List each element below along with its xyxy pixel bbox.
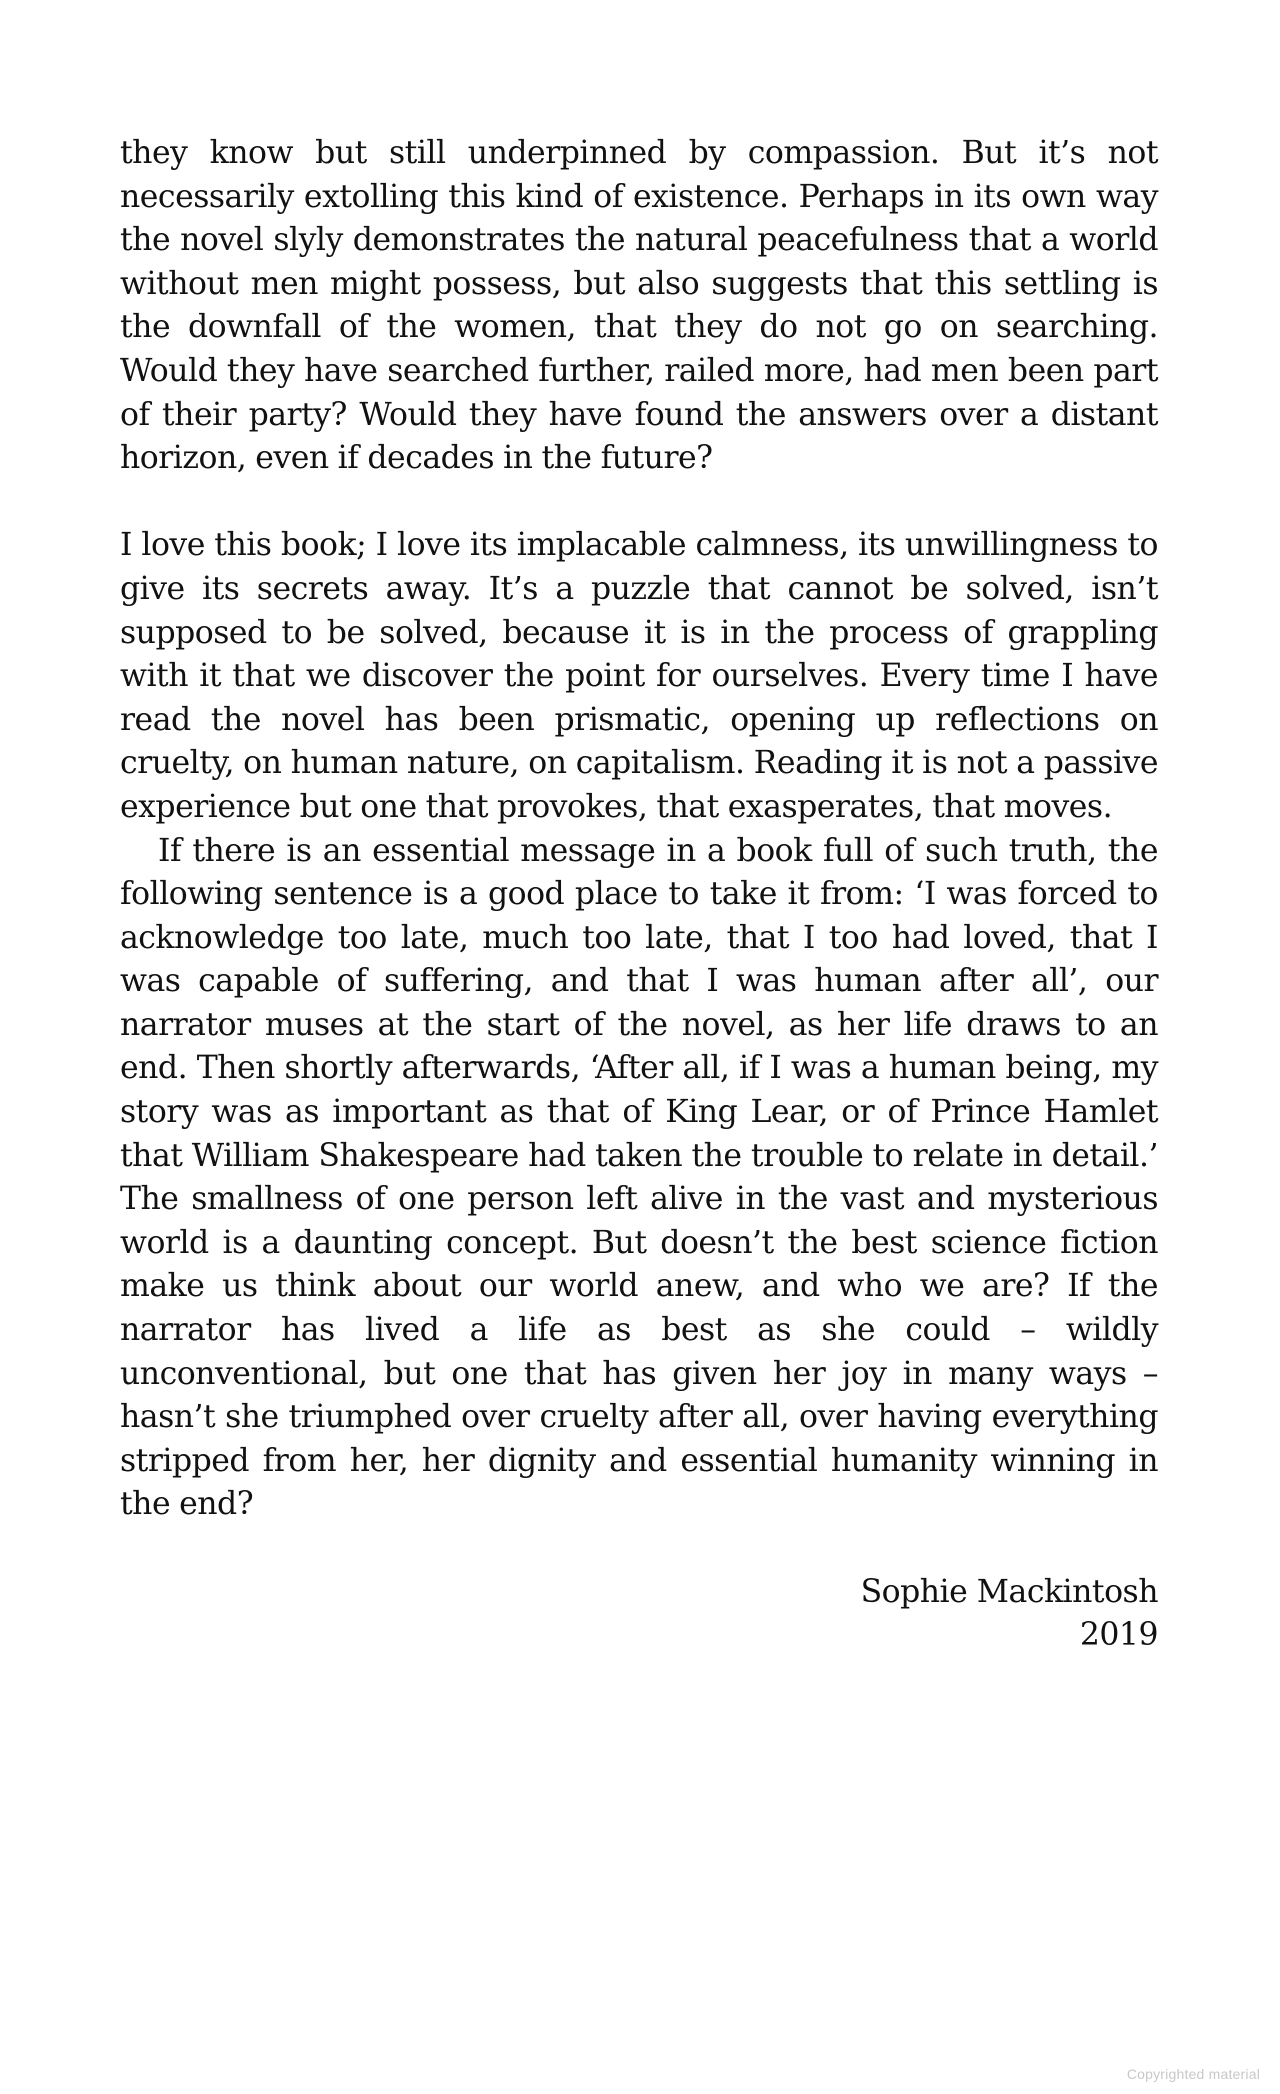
paragraph-2: I love this book; I love its implacable calmness, its unwillingness to give its secrets away. It’s a puzzle that cannot be solved, isn’t supposed to be solved, because it is in the process of grappling with it that we discover the point for ourselves. Every time I have read the novel has been prismatic, opening up reflections on cruelty, on human nature, on capitalism. Reading it is not a passive experience but one that provokes, that exasperates, that moves. bbox=[120, 527, 1158, 825]
paragraph-1: they know but still underpinned by compassion. But it’s not necessarily extolling this kind of existence. Perhaps in its own way the novel slyly demonstrates the natural peacefulness that a world without men might possess, but also suggests that this settling is the downfall of the women, that they do not go on searching. Would they have searched further, railed more, had men been part of their party? Would they have found the answers over a distant horizon, even if decades in the future? bbox=[120, 135, 1158, 477]
copyright-watermark: Copyrighted material bbox=[1126, 2066, 1260, 2082]
signature-block bbox=[120, 1571, 1158, 1658]
author-name: Sophie Mackintosh bbox=[860, 1573, 1158, 1610]
paragraph-3: If there is an essential message in a book full of such truth, the following sentence is a good place to take it from: ‘I was forced to acknowledge too late, much too late, that I too had loved, that I was capable of suffering, and that I was human after all’, our narrator muses at the start of the novel, as her life draws to an end. Then shortly afterwards, ‘After all, if I was a human being, my story was as important as that of King Lear, or of Prince Hamlet that William Shakespeare had taken the trouble to relate in detail.’ The smallness of one person left alive in the vast and mysterious world is a daunting concept. But doesn’t the best science fiction make us think about our world anew, and who we are? If the narrator has lived a life as best as she could – wildly unconventional, but one that has given her joy in many ways – hasn’t she triumphed over cruelty after all, over having everything stripped from her, her dignity and essential humanity winning in the end? bbox=[120, 832, 1158, 1523]
signature-year: 2019 bbox=[1079, 1617, 1158, 1654]
book-page bbox=[120, 132, 1158, 1658]
